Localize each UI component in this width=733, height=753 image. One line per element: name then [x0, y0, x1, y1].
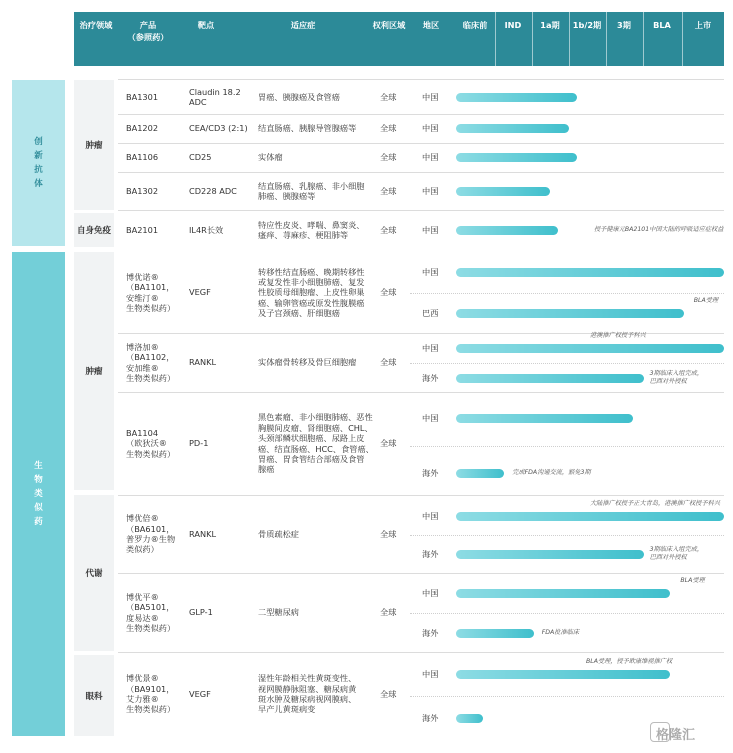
- header-target: 靶点: [197, 20, 215, 30]
- header-preclinical: 临床前: [462, 20, 488, 30]
- header-product: 产品 （参照药）: [127, 20, 169, 42]
- header-divider: [643, 12, 644, 66]
- biosimilar-product: 博洛加® （BA1102， 安加维® 生物类似药）: [126, 341, 176, 383]
- milestone-note: 3期临床入组完成， 巴西对外授权: [649, 370, 704, 385]
- header-area: 治疗领域: [79, 20, 113, 30]
- biosimilar-region: 全球: [380, 438, 397, 449]
- row-product: BA1106: [126, 152, 159, 163]
- row-region: 全球: [380, 152, 397, 163]
- row-divider: [118, 79, 724, 80]
- header-divider: [532, 12, 533, 66]
- row-target: IL4R长效: [189, 224, 224, 235]
- region-country: 中国: [422, 669, 439, 679]
- watermark: 格隆汇: [656, 728, 696, 743]
- region-country: 海外: [422, 373, 439, 383]
- region-country: 海外: [422, 549, 439, 559]
- header-region: 权利区域: [372, 20, 406, 30]
- header-market: 上市: [694, 20, 712, 30]
- area-tumor-biosimilar: 肿瘤: [74, 252, 114, 490]
- subrow-divider: [410, 613, 724, 614]
- header-ind: IND: [504, 20, 522, 30]
- progress-bar: [456, 153, 577, 162]
- biosimilar-region: 全球: [380, 287, 397, 298]
- row-country: 中国: [422, 224, 439, 235]
- biosimilar-target: PD-1: [189, 438, 209, 449]
- row-divider: [118, 573, 724, 574]
- row-target: CD228 ADC: [189, 185, 237, 196]
- biosimilar-region: 全球: [380, 357, 397, 368]
- row-product: BA2101: [126, 224, 159, 235]
- region-country: 中国: [422, 413, 439, 423]
- progress-bar: [456, 187, 550, 196]
- biosimilar-product: BA1104 （欧狄沃® 生物类似药）: [126, 427, 176, 459]
- area-autoimmune: 自身免疫: [74, 213, 114, 247]
- progress-bar: [456, 629, 534, 638]
- row-indication: 结直肠癌、胰腺导管腺癌等: [258, 123, 357, 134]
- milestone-note: BLA受理，授予欧康维视推广权: [586, 658, 673, 665]
- biosimilar-indication: 二型糖尿病: [258, 607, 299, 618]
- row-region: 全球: [380, 91, 397, 102]
- progress-bar: [456, 344, 724, 353]
- milestone-note: 大陆推广权授予正大青岛，港澳推广权授予科兴: [590, 500, 720, 507]
- region-country: 巴西: [422, 308, 439, 318]
- biosimilar-indication: 黑色素瘤、非小细胞肺癌、恶性 胸膜间皮瘤、肾细胞癌、CHL、 头颈部鳞状细胞癌、尿路上皮 癌、结直肠癌、HCC、食管癌、 胃癌、胃食管结合部癌及食管 腺癌: [258, 412, 374, 475]
- biosimilar-target: VEGF: [189, 688, 211, 699]
- row-country: 中国: [422, 185, 439, 196]
- biosimilar-region: 全球: [380, 528, 397, 539]
- progress-bar: [456, 268, 724, 277]
- header-indication: 适应症: [290, 20, 316, 30]
- row-target: Claudin 18.2 ADC: [189, 86, 241, 107]
- area-tumor-innovative: 肿瘤: [74, 80, 114, 210]
- region-country: 中国: [422, 588, 439, 598]
- biosimilar-region: 全球: [380, 688, 397, 699]
- region-country: 中国: [422, 343, 439, 353]
- biosimilar-product: 博优诺® （BA1101， 安维汀® 生物类似药）: [126, 271, 176, 313]
- row-country: 中国: [422, 91, 439, 102]
- progress-bar: [456, 226, 558, 235]
- subrow-divider: [410, 446, 724, 447]
- header-divider: [495, 12, 496, 66]
- header-bla: BLA: [653, 20, 671, 30]
- biosimilar-indication: 骨质疏松症: [258, 528, 299, 539]
- progress-bar: [456, 93, 577, 102]
- biosimilar-product: 博优倍® （BA6101， 普罗力®生物 类似药）: [126, 513, 176, 555]
- progress-bar: [456, 309, 684, 318]
- progress-bar: [456, 589, 670, 598]
- row-divider: [118, 114, 724, 115]
- row-country: 中国: [422, 123, 439, 134]
- header-ph1a: 1a期: [540, 20, 560, 30]
- row-region: 全球: [380, 224, 397, 235]
- header-divider: [606, 12, 607, 66]
- region-country: 中国: [422, 511, 439, 521]
- header-divider: [682, 12, 683, 66]
- subrow-divider: [410, 293, 724, 294]
- biosimilar-region: 全球: [380, 607, 397, 618]
- progress-bar: [456, 469, 504, 478]
- progress-bar: [456, 374, 644, 383]
- biosimilar-indication: 湿性年龄相关性黄斑变性、 视网膜静脉阻塞、糖尿病黄 斑水肿及糖尿病视网膜病、 早产儿黄斑病变: [258, 673, 357, 715]
- progress-bar: [456, 550, 644, 559]
- milestone-note: BLA受理: [693, 297, 719, 304]
- biosimilar-product: 博优景® （BA9101， 艾力雅® 生物类似药）: [126, 673, 176, 715]
- subrow-divider: [410, 696, 724, 697]
- header-ph3: 3期: [617, 20, 631, 30]
- progress-bar: [456, 714, 483, 723]
- milestone-note: 港澳推广权授予科兴: [590, 332, 646, 339]
- row-region: 全球: [380, 123, 397, 134]
- biosimilar-target: VEGF: [189, 287, 211, 298]
- region-country: 海外: [422, 468, 439, 478]
- row-region: 全球: [380, 185, 397, 196]
- row-divider: [118, 143, 724, 144]
- row-country: 中国: [422, 152, 439, 163]
- region-country: 海外: [422, 628, 439, 638]
- row-indication: 结直肠癌、乳腺癌、非小细胞 肺癌、胰腺癌等: [258, 180, 365, 201]
- row-product: BA1302: [126, 185, 159, 196]
- row-target: CD25: [189, 152, 212, 163]
- row-indication: 特应性皮炎、哮喘、鼻窦炎、 瘙痒、荨麻疹、梗阻肺等: [258, 219, 365, 240]
- row-divider: [118, 652, 724, 653]
- row-product: BA1202: [126, 123, 159, 134]
- row-divider: [118, 495, 724, 496]
- progress-bar: [456, 512, 724, 521]
- biosimilar-product: 博优平® （BA5101， 度易达® 生物类似药）: [126, 591, 176, 633]
- header-country: 地区: [422, 20, 440, 30]
- row-product: BA1301: [126, 91, 159, 102]
- biosimilar-indication: 转移性结直肠癌、晚期转移性 或复发性非小细胞肺癌、复发 性胶质母细胞瘤、上皮性卵巢 癌、输卵管癌或原发性腹膜癌 及子宫颈癌、肝细胞癌: [258, 266, 365, 319]
- area-metabolic: 代谢: [74, 495, 114, 651]
- milestone-note: BLA受理: [680, 577, 705, 584]
- biosimilar-target: GLP-1: [189, 607, 213, 618]
- row-indication: 胃癌、胰腺癌及食管癌: [258, 91, 340, 102]
- subrow-divider: [410, 363, 724, 364]
- region-country: 海外: [422, 713, 439, 723]
- category-innovative: 创 新 抗 体: [12, 80, 65, 246]
- biosimilar-target: RANKL: [189, 357, 217, 368]
- milestone-note: 授予健康元BA2101中国大陆的呼吸适应症权益: [594, 226, 724, 233]
- milestone-note: FDA批准临床: [541, 629, 580, 636]
- region-country: 中国: [422, 267, 439, 277]
- progress-bar: [456, 670, 670, 679]
- area-ophthalmic: 眼科: [74, 655, 114, 736]
- row-indication: 实体瘤: [258, 152, 283, 163]
- header-ph1b2: 1b/2期: [572, 20, 602, 30]
- progress-bar: [456, 414, 633, 423]
- header-divider: [569, 12, 570, 66]
- row-divider: [118, 172, 724, 173]
- milestone-note: 3期临床入组完成， 巴西对外授权: [649, 546, 704, 561]
- biosimilar-indication: 实体瘤骨转移及骨巨细胞瘤: [258, 357, 357, 368]
- row-divider: [118, 210, 724, 211]
- row-divider: [118, 392, 724, 393]
- row-target: CEA/CD3 (2:1): [189, 123, 248, 134]
- category-biosimilar: 生 物 类 似 药: [12, 252, 65, 736]
- progress-bar: [456, 124, 569, 133]
- milestone-note: 完成FDA沟通交流，豁免3期: [512, 469, 591, 476]
- biosimilar-target: RANKL: [189, 528, 217, 539]
- subrow-divider: [410, 535, 724, 536]
